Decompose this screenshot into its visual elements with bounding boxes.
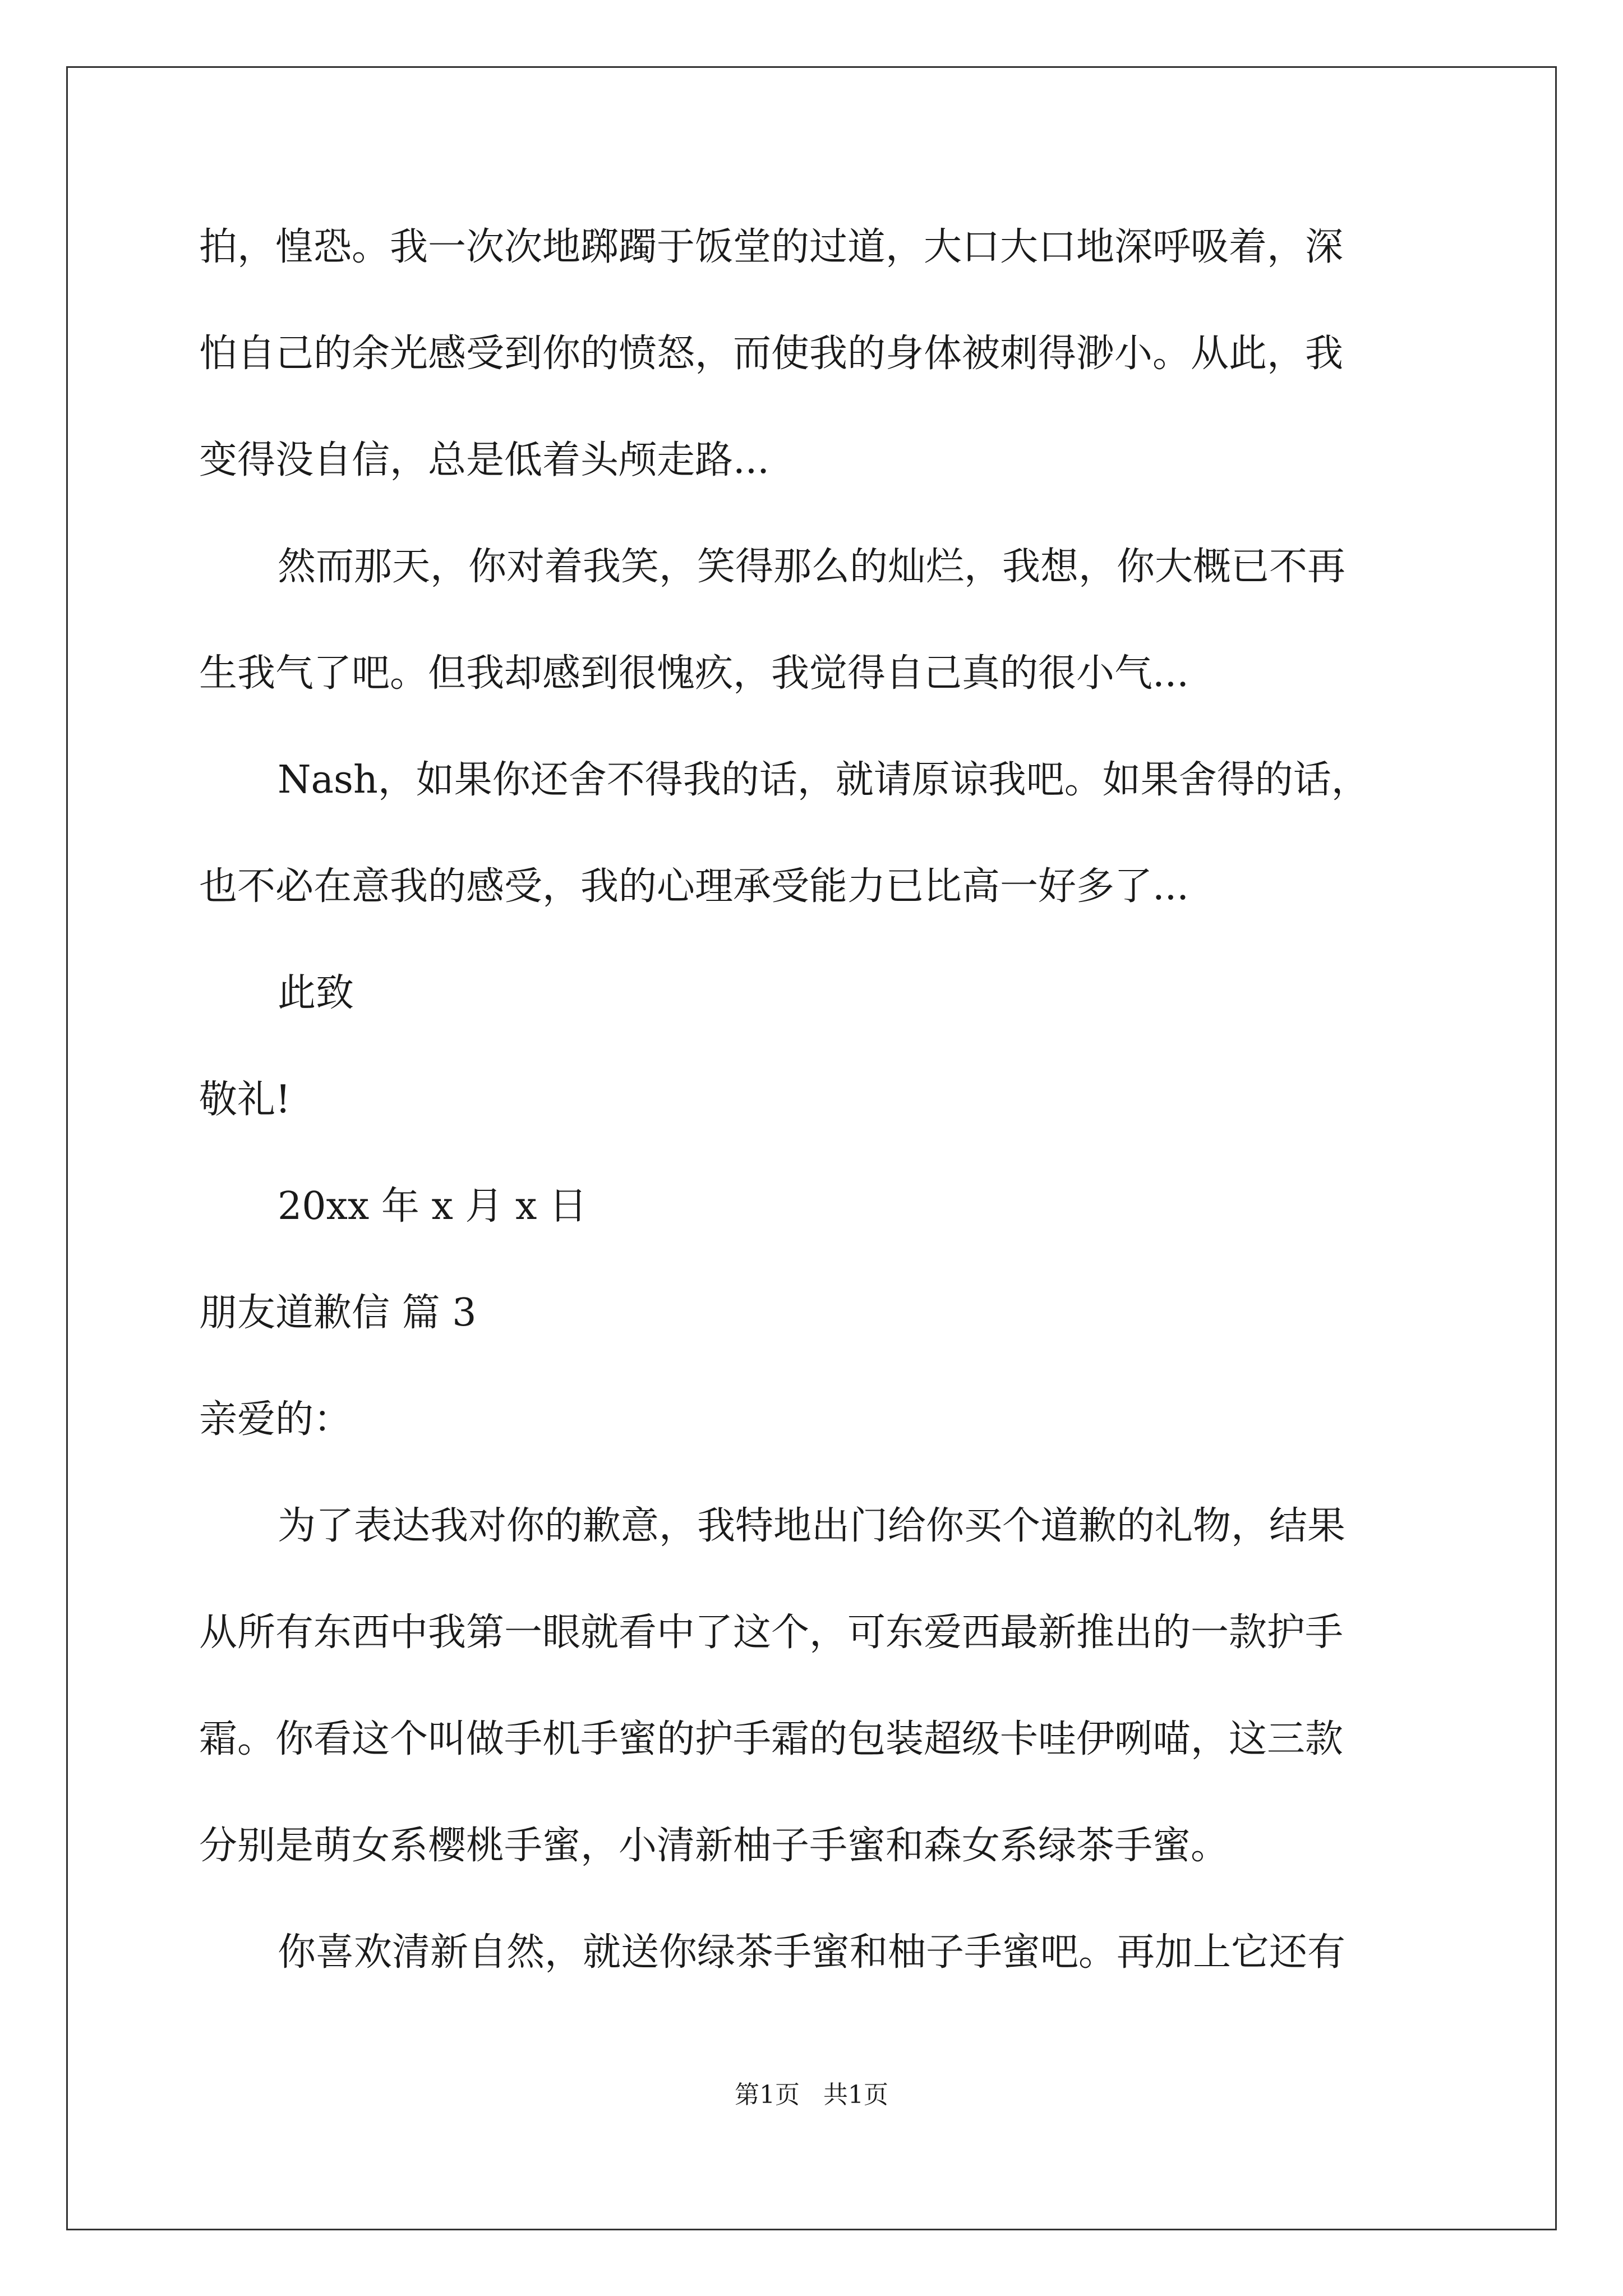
letter-date: 20xx 年 x 月 x 日 <box>278 1184 588 1228</box>
body-line-11: 分别是萌女系樱桃手蜜，小清新柚子手蜜和森女系绿茶手蜜。 <box>199 1824 1229 1868</box>
page-footer: 第1页 共1页 <box>735 2081 888 2109</box>
body-line-1: 拍，惶恐。我一次次地踯躅于饭堂的过道，大口大口地深呼吸着，深 <box>199 225 1344 269</box>
body-line-7: 也不必在意我的感受，我的心理承受能力已比高一好多了... <box>199 864 1189 909</box>
letter-greeting: 亲爱的： <box>199 1397 352 1442</box>
body-line-8: 为了表达我对你的歉意，我特地出门给你买个道歉的礼物，结果 <box>278 1504 1346 1548</box>
body-line-3: 变得没自信，总是低着头颅走路... <box>199 438 769 482</box>
page-frame <box>66 66 1557 2230</box>
body-line-5: 生我气了吧。但我却感到很愧疚，我觉得自己真的很小气... <box>199 651 1189 696</box>
closing-salutation: 此致 <box>278 971 354 1015</box>
body-line-12: 你喜欢清新自然，就送你绿茶手蜜和柚子手蜜吧。再加上它还有 <box>278 1930 1346 1975</box>
body-line-10: 霜。你看这个叫做手机手蜜的护手霜的包装超级卡哇伊咧喵，这三款 <box>199 1717 1344 1761</box>
body-line-2: 怕自己的余光感受到你的愤怒，而使我的身体被刺得渺小。从此，我 <box>199 332 1344 376</box>
section-title: 朋友道歉信 篇 3 <box>199 1291 477 1335</box>
body-line-4: 然而那天，你对着我笑，笑得那么的灿烂，我想，你大概已不再 <box>278 545 1346 589</box>
body-line-6: Nash，如果你还舍不得我的话，就请原谅我吧。如果舍得的话， <box>278 758 1370 802</box>
closing-regards: 敬礼! <box>199 1078 291 1122</box>
body-line-9: 从所有东西中我第一眼就看中了这个，可东爱西最新推出的一款护手 <box>199 1611 1344 1655</box>
